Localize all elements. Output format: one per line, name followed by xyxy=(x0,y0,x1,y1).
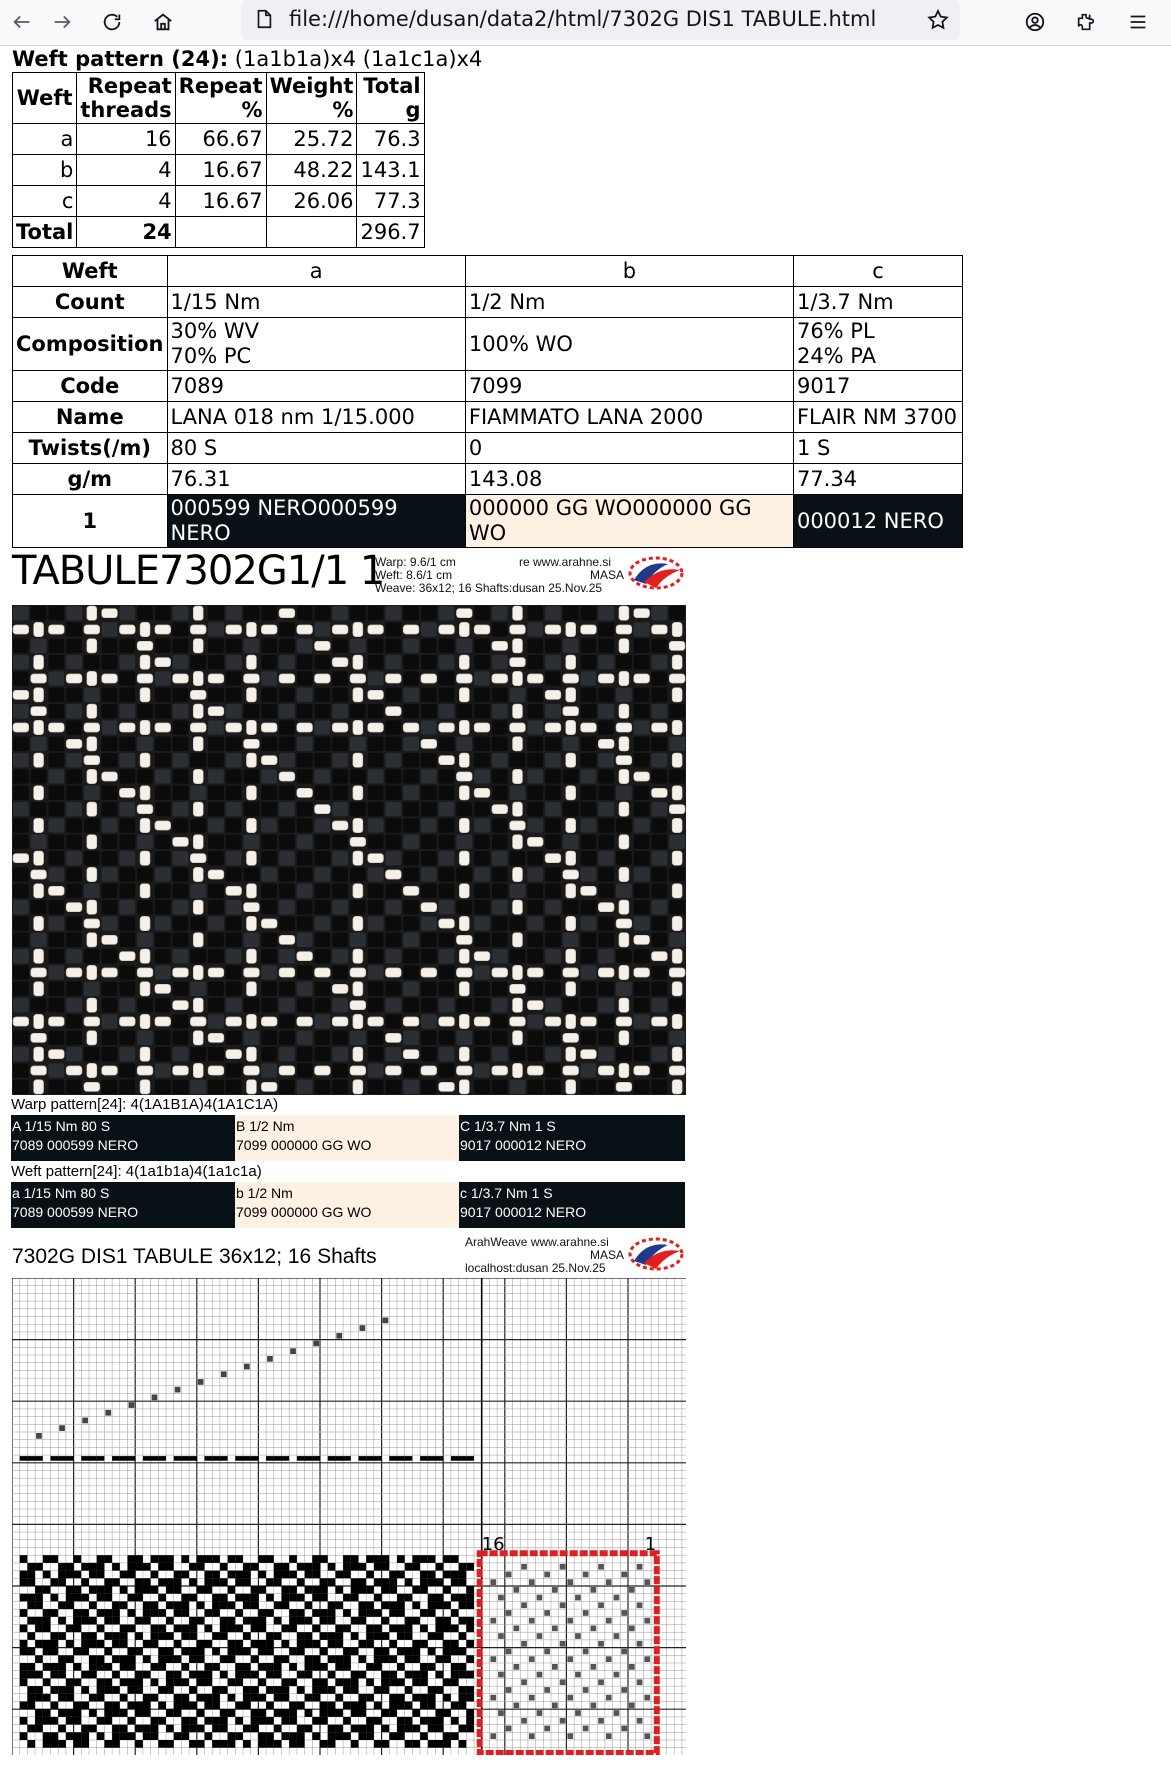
yarn-b-composition: 100% WO xyxy=(465,318,793,371)
header-line: Repeat xyxy=(178,74,263,98)
arahne-logo-icon xyxy=(626,1233,686,1275)
yarn-c-composition xyxy=(793,318,962,371)
cell-weft: a xyxy=(13,124,77,155)
cell-repeat-pct: 16.67 xyxy=(175,155,266,186)
header-line: threads xyxy=(80,98,172,122)
table-row xyxy=(13,464,963,495)
yarn-b-count: 1/2 Nm xyxy=(465,287,793,318)
table-row xyxy=(13,318,963,371)
url-bar[interactable] xyxy=(241,0,960,40)
warp-density: Warp: 9.6/1 cm xyxy=(375,555,456,569)
composition-line: 30% WV xyxy=(170,319,259,343)
cell-threads: 16 xyxy=(77,124,175,155)
row-label-gm: g/m xyxy=(13,464,168,495)
table-row xyxy=(13,371,963,402)
col-repeat-pct-header xyxy=(175,73,266,124)
weft-density: Weft: 8.6/1 cm xyxy=(375,568,453,582)
reload-icon xyxy=(101,11,123,33)
yarn-b-name: FIAMMATO LANA 2000 xyxy=(465,402,793,433)
yarn-b-id: b xyxy=(465,256,793,287)
warp-pattern-caption: Warp pattern[24]: 4(1A1B1A)4(1A1C1A) xyxy=(11,1096,279,1113)
yarn-a-count: 1/15 Nm xyxy=(167,287,465,318)
bookmark-star-icon[interactable] xyxy=(926,8,950,32)
warp-yarn-b xyxy=(235,1115,459,1161)
yarn-c-gm: 77.34 xyxy=(793,464,962,495)
weft-pattern-caption: Weft pattern[24]: 4(1a1b1a)4(1a1c1a) xyxy=(11,1163,262,1180)
yarn-c-code: 9017 xyxy=(793,371,962,402)
arrow-left-icon xyxy=(11,11,33,33)
yarn-line: 7099 000000 GG WO xyxy=(236,1137,372,1153)
yarn-a-id: a xyxy=(167,256,465,287)
cell-threads: 4 xyxy=(77,155,175,186)
yarn-line: 7099 000000 GG WO xyxy=(236,1204,372,1220)
cell-total: 143.1 xyxy=(357,155,424,186)
fabric-simulation xyxy=(12,605,686,1095)
lifting-bar xyxy=(20,1456,474,1461)
arahne-logo-icon xyxy=(626,552,686,594)
cell-weft: c xyxy=(13,186,77,217)
weft-yarn-c xyxy=(459,1182,685,1228)
yarn-line: B 1/2 Nm xyxy=(236,1118,295,1134)
weft-pattern-line xyxy=(12,47,482,71)
cell-threads: 4 xyxy=(77,186,175,217)
cell-weight-pct: 48.22 xyxy=(266,155,357,186)
draft-company: MASA xyxy=(590,1248,625,1262)
composition-line: 70% PC xyxy=(170,344,252,368)
yarn-line: A 1/15 Nm 80 S xyxy=(12,1118,111,1134)
cell-total: 76.3 xyxy=(357,124,424,155)
header-line: Total xyxy=(363,74,421,98)
table-row xyxy=(13,402,963,433)
yarn-c-count: 1/3.7 Nm xyxy=(793,287,962,318)
table-header-row xyxy=(13,73,425,124)
warp-yarn-a xyxy=(11,1115,235,1161)
reload-button[interactable] xyxy=(94,4,130,40)
shaft-label-right: 1 xyxy=(644,1534,657,1556)
weft-yarn-b xyxy=(235,1182,459,1228)
row-label-twists: Twists(/m) xyxy=(13,433,168,464)
account-button[interactable] xyxy=(1017,4,1053,40)
composition-line: 24% PA xyxy=(796,344,876,368)
weft-summary-table xyxy=(12,72,425,248)
col-total-header xyxy=(357,73,424,124)
hamburger-menu-icon xyxy=(1127,11,1149,33)
table-row xyxy=(13,256,963,287)
cell-total-label: Total xyxy=(13,217,77,248)
yarn-a-code: 7089 xyxy=(167,371,465,402)
draft-user: localhost:dusan 25.Nov.25 xyxy=(465,1261,606,1275)
yarn-c-twists: 1 S xyxy=(793,433,962,464)
cell-total-threads: 24 xyxy=(77,217,175,248)
home-icon xyxy=(152,11,174,33)
extensions-button[interactable] xyxy=(1068,4,1104,40)
yarn-a-twists: 80 S xyxy=(167,433,465,464)
cell-empty xyxy=(266,217,357,248)
yarn-b-color-swatch: 000000 GG WO000000 GG WO xyxy=(465,495,793,548)
table-row xyxy=(13,155,425,186)
yarn-a-composition xyxy=(167,318,465,371)
yarn-line: 7089 000599 NERO xyxy=(12,1137,139,1153)
table-row xyxy=(13,186,425,217)
cell-total-grams: 296.7 xyxy=(357,217,424,248)
site-link: re www.arahne.si xyxy=(519,555,612,569)
forward-button[interactable] xyxy=(44,4,80,40)
cell-weight-pct: 25.72 xyxy=(266,124,357,155)
col-repeat-threads-header xyxy=(77,73,175,124)
row-label-code: Code xyxy=(13,371,168,402)
row-label-1: 1 xyxy=(13,495,168,548)
yarn-c-name: FLAIR NM 3700 xyxy=(793,402,962,433)
header-line: % xyxy=(241,98,263,122)
header-line: % xyxy=(332,98,354,122)
table-row xyxy=(13,124,425,155)
yarn-line: C 1/3.7 Nm 1 S xyxy=(460,1118,556,1134)
yarn-b-code: 7099 xyxy=(465,371,793,402)
draft-title: 7302G DIS1 TABULE 36x12; 16 Shafts xyxy=(12,1245,377,1268)
cell-total: 77.3 xyxy=(357,186,424,217)
warp-yarn-c xyxy=(459,1115,685,1161)
cell-repeat-pct: 66.67 xyxy=(175,124,266,155)
yarn-a-color-swatch: 000599 NERO000599 NERO xyxy=(167,495,465,548)
composition-line: 76% PL xyxy=(796,319,875,343)
yarn-a-gm: 76.31 xyxy=(167,464,465,495)
draft-app-name: ArahWeave www.arahne.si xyxy=(465,1235,609,1249)
company-name: MASA xyxy=(590,568,625,582)
header-line: g xyxy=(405,98,421,122)
weft-yarn-a xyxy=(11,1182,235,1228)
header-line: Repeat xyxy=(87,74,172,98)
col-weft-header: Weft xyxy=(13,73,77,124)
yarn-detail-table xyxy=(12,255,963,548)
account-icon xyxy=(1024,11,1046,33)
row-label-name: Name xyxy=(13,402,168,433)
table-row xyxy=(13,495,963,548)
row-label-count: Count xyxy=(13,287,168,318)
yarn-line: b 1/2 Nm xyxy=(236,1185,293,1201)
cell-weft: b xyxy=(13,155,77,186)
row-label-weft: Weft xyxy=(13,256,168,287)
cell-empty xyxy=(175,217,266,248)
back-button[interactable] xyxy=(4,4,40,40)
yarn-c-color-swatch: 000012 NERO xyxy=(793,495,962,548)
yarn-b-gm: 143.08 xyxy=(465,464,793,495)
yarn-line: 7089 000599 NERO xyxy=(12,1204,139,1220)
yarn-line: 9017 000012 NERO xyxy=(460,1137,587,1153)
shaft-label-left: 16 xyxy=(481,1534,505,1556)
yarn-line: 9017 000012 NERO xyxy=(460,1204,587,1220)
yarn-c-id: c xyxy=(793,256,962,287)
menu-button[interactable] xyxy=(1120,4,1156,40)
yarn-b-twists: 0 xyxy=(465,433,793,464)
cell-repeat-pct: 16.67 xyxy=(175,186,266,217)
weft-pattern-value: (1a1b1a)x4 (1a1c1a)x4 xyxy=(234,47,483,71)
home-button[interactable] xyxy=(145,4,181,40)
arrow-right-icon xyxy=(51,11,73,33)
puzzle-icon xyxy=(1075,11,1097,33)
cell-weight-pct: 26.06 xyxy=(266,186,357,217)
page-icon xyxy=(253,8,275,30)
row-label-composition: Composition xyxy=(13,318,168,371)
yarn-line: a 1/15 Nm 80 S xyxy=(12,1185,110,1201)
col-weight-pct-header xyxy=(266,73,357,124)
weave-info: Weave: 36x12; 16 Shafts:dusan 25.Nov.25 xyxy=(375,581,603,595)
header-line: Weight xyxy=(269,74,354,98)
weft-pattern-label: Weft pattern (24): xyxy=(12,47,229,71)
yarn-line: c 1/3.7 Nm 1 S xyxy=(460,1185,553,1201)
yarn-a-name: LANA 018 nm 1/15.000 xyxy=(167,402,465,433)
table-row xyxy=(13,287,963,318)
weave-draft xyxy=(12,1278,686,1755)
table-total-row xyxy=(13,217,425,248)
browser-toolbar xyxy=(0,0,1171,46)
fabric-title: TABULE7302G1/1 1 xyxy=(12,548,385,594)
table-row xyxy=(13,433,963,464)
url-text: file:///home/dusan/data2/html/7302G DIS1 TABULE.html xyxy=(289,7,877,31)
